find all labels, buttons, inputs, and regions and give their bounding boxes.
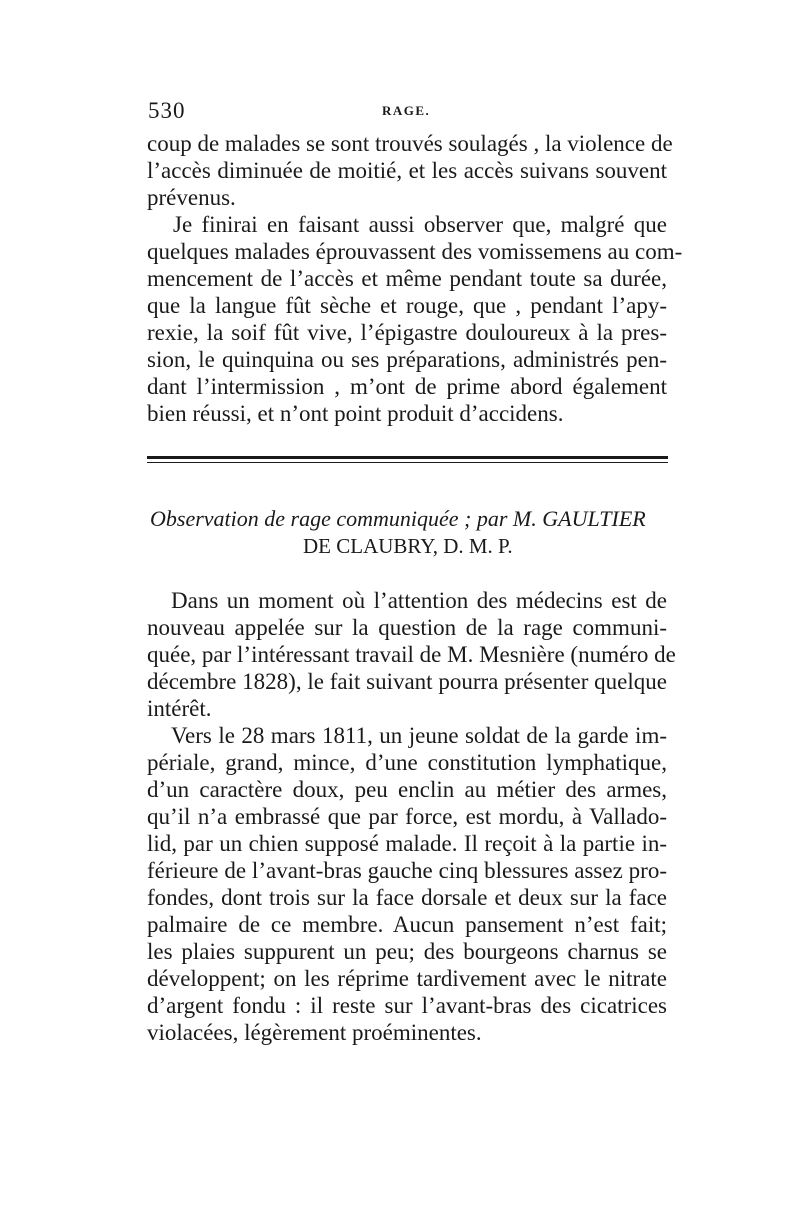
page-header xyxy=(148,98,668,128)
text-line: rexie, la soif fût vive, l’épigastre douloureux à la pres- xyxy=(147,320,667,345)
text-line: mencement de l’accès et même pendant toute sa durée, xyxy=(147,266,667,291)
text-line: Vers le 28 mars 1811, un jeune soldat de la garde im- xyxy=(171,723,667,748)
text-line: lid, par un chien supposé malade. Il reçoit à la partie in- xyxy=(147,831,667,856)
text-line: Dans un moment où l’attention des médecins est de xyxy=(171,588,667,613)
text-line: d’un caractère doux, peu enclin au métier des armes, xyxy=(147,777,667,802)
text-line: prévenus. xyxy=(147,185,236,210)
text-line: quée, par l’intéressant travail de M. Mesnière (numéro de xyxy=(147,642,676,667)
text-line: violacées, légèrement proéminentes. xyxy=(147,1020,482,1045)
text-line: quelques malades éprouvassent des vomissemens au com- xyxy=(147,239,683,264)
section-rule xyxy=(147,456,668,459)
observation-author: DE CLAUBRY, D. M. P. xyxy=(303,534,513,558)
text-line: périale, grand, mince, d’une constitution lymphatique, xyxy=(147,750,667,775)
text-line: sion, le quinquina ou ses préparations, administrés pen- xyxy=(147,347,667,372)
observation-title: Observation de rage communiquée ; par M. GAULTIER xyxy=(150,506,646,531)
text-line: palmaire de ce membre. Aucun pansement n’est fait; xyxy=(147,912,667,937)
text-line: nouveau appelée sur la question de la rage communi- xyxy=(147,615,667,640)
text-line: décembre 1828), le fait suivant pourra présenter quelque xyxy=(147,669,667,694)
section-rule xyxy=(147,462,668,463)
text-line: fondes, dont trois sur la face dorsale et deux sur la face xyxy=(147,885,667,910)
text-line: d’argent fondu : il reste sur l’avant-bras des cicatrices xyxy=(147,993,667,1018)
text-line: les plaies suppurent un peu; des bourgeons charnus se xyxy=(147,939,667,964)
page-number: 530 xyxy=(148,98,186,123)
text-line: qu’il n’a embrassé que par force, est mordu, à Vallado- xyxy=(147,804,667,829)
text-line: développent; on les réprime tardivement avec le nitrate xyxy=(147,966,667,991)
running-head: RAGE. xyxy=(382,103,431,118)
text-line: Je finirai en faisant aussi observer que, malgré que xyxy=(173,212,667,237)
text-line: férieure de l’avant-bras gauche cinq blessures assez pro- xyxy=(147,858,667,883)
text-line: bien réussi, et n’ont point produit d’accidens. xyxy=(147,401,564,426)
text-line: dant l’intermission , m’ont de prime abord également xyxy=(147,374,667,399)
text-line: coup de malades se sont trouvés soulagés , la violence de xyxy=(147,131,673,156)
text-line: que la langue fût sèche et rouge, que , pendant l’apy- xyxy=(147,293,667,318)
text-line: intérêt. xyxy=(147,696,212,721)
text-line: l’accès diminuée de moitié, et les accès suivans souvent xyxy=(147,158,667,183)
